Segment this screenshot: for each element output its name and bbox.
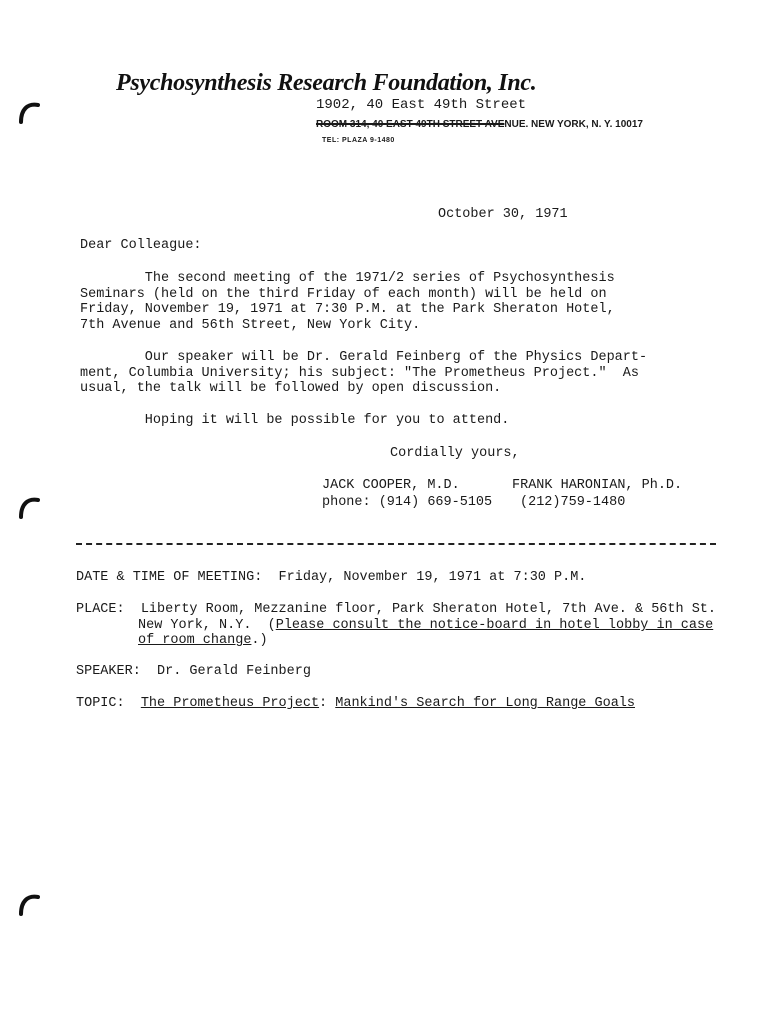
details-speaker	[76, 664, 311, 679]
punch-hole-mark-top	[18, 102, 40, 124]
place-label: PLACE:	[76, 602, 125, 617]
paragraph-line: Friday, November 19, 1971 at 7:30 P.M. at the Park Sheraton Hotel,	[80, 302, 615, 317]
place-note-end: .)	[251, 633, 268, 648]
paragraph-line: ment, Columbia University; his subject: "The Prometheus Project." As	[80, 365, 639, 381]
paragraph-line: usual, the talk will be followed by open discussion.	[80, 381, 502, 396]
details-place-line3	[138, 633, 268, 648]
letterhead-city: NUE. NEW YORK, N. Y. 10017	[504, 119, 643, 130]
letterhead-address-line: 1902, 40 East 49th Street	[316, 97, 527, 113]
paragraph-line: Our speaker will be Dr. Gerald Feinberg of the Physics Depart-	[80, 350, 648, 365]
place-value: Liberty Room, Mezzanine floor, Park Sheraton Hotel, 7th Ave. & 56th St.	[140, 602, 717, 617]
details-place-line2	[138, 618, 713, 633]
paragraph-speaker	[80, 350, 648, 397]
paragraph-line: Seminars (held on the third Friday of each month) will be held on	[80, 286, 607, 302]
signer1-name: JACK COOPER, M.D.	[322, 478, 460, 493]
struck-address: ROOM 314, 40 EAST 49TH STREET AVE	[316, 119, 505, 130]
topic-title: The Prometheus Project	[140, 696, 320, 711]
details-place	[76, 602, 716, 617]
place-city: New York, N.Y. (	[138, 618, 276, 633]
details-topic	[76, 696, 635, 711]
details-datetime	[76, 570, 586, 585]
paragraph-attend	[80, 413, 640, 429]
signer1-phone: phone: (914) 669-5105	[322, 495, 493, 510]
tear-line-divider	[76, 543, 716, 545]
salutation: Dear Colleague:	[80, 238, 202, 253]
letter-date: October 30, 1971	[438, 207, 568, 222]
place-note-continued: of room change	[138, 633, 252, 648]
letterhead-address-row	[316, 119, 643, 130]
speaker-label: SPEAKER:	[76, 664, 141, 679]
paragraph-line: The second meeting of the 1971/2 series of Psychosynthesis	[80, 271, 615, 286]
topic-separator: :	[319, 696, 336, 711]
topic-subtitle: Mankind's Search for Long Range Goals	[335, 696, 635, 711]
paragraph-meeting	[80, 271, 640, 333]
speaker-value: Dr. Gerald Feinberg	[157, 664, 311, 679]
letterhead-org-name: Psychosynthesis Research Foundation, Inc.	[116, 70, 537, 96]
punch-hole-mark-bottom	[18, 894, 40, 916]
place-note: Please consult the notice-board in hotel lobby in case	[275, 618, 714, 633]
signer2-phone: (212)759-1480	[520, 495, 626, 510]
topic-label: TOPIC:	[76, 696, 125, 711]
punch-hole-mark-middle	[18, 497, 40, 519]
closing: Cordially yours,	[390, 446, 520, 461]
paragraph-line: Hoping it will be possible for you to attend.	[80, 413, 510, 428]
paragraph-line: 7th Avenue and 56th Street, New York City.	[80, 317, 421, 333]
letterhead-telephone: TEL: PLAZA 9-1480	[322, 137, 395, 144]
datetime-label: DATE & TIME OF MEETING:	[76, 570, 263, 585]
datetime-value: Friday, November 19, 1971 at 7:30 P.M.	[278, 570, 587, 585]
signer2-name: FRANK HARONIAN, Ph.D.	[512, 478, 683, 493]
